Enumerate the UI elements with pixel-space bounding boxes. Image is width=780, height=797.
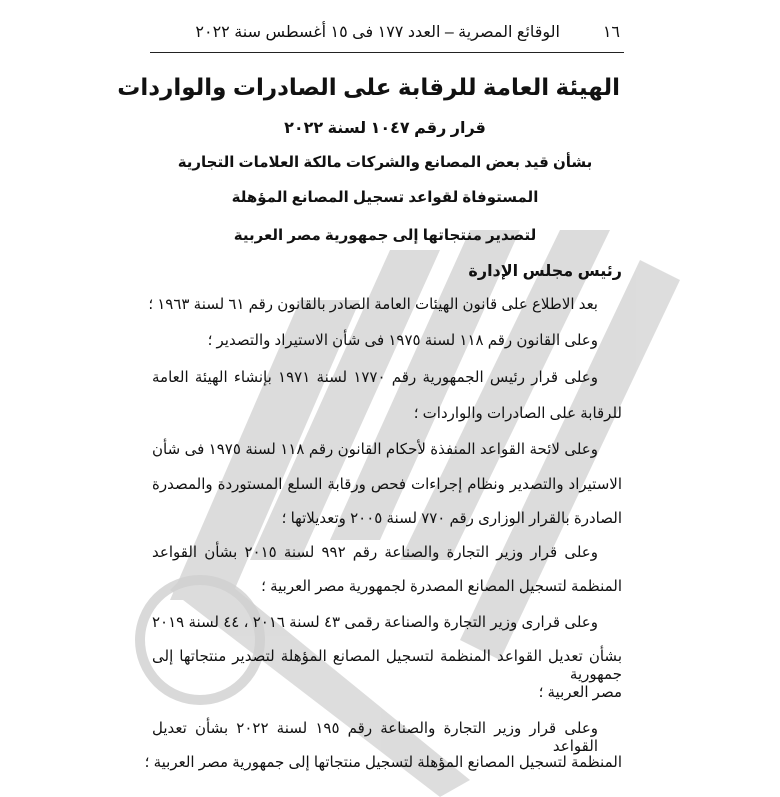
body-line: المنظمة لتسجيل المصانع المصدرة لجمهورية مصر العربية ؛ bbox=[261, 578, 622, 595]
header-divider bbox=[150, 52, 624, 53]
body-line: وعلى قرارى وزير التجارة والصناعة رقمى ٤٣ لسنة ٢٠١٦ ، ٤٤ لسنة ٢٠١٩ bbox=[152, 614, 599, 631]
page-number: ١٦ bbox=[602, 24, 620, 41]
document-title: الهيئة العامة للرقابة على الصادرات والواردات bbox=[117, 74, 620, 100]
body-line: بعد الاطلاع على قانون الهيئات العامة الصادر بالقانون رقم ٦١ لسنة ١٩٦٣ ؛ bbox=[148, 296, 598, 313]
body-line: بشأن تعديل القواعد المنظمة لتسجيل المصانع المؤهلة لتصدير منتجاتها إلى جمهورية bbox=[152, 648, 622, 683]
subject-line: بشأن قيد بعض المصانع والشركات مالكة العلامات التجارية bbox=[177, 154, 593, 171]
body-line: الصادرة بالقرار الوزارى رقم ٧٧٠ لسنة ٢٠٠٥ وتعديلاتها ؛ bbox=[281, 510, 622, 527]
body-line: وعلى لائحة القواعد المنفذة لأحكام القانون رقم ١١٨ لسنة ١٩٧٥ فى شأن bbox=[152, 441, 598, 458]
chairman-heading: رئيس مجلس الإدارة bbox=[468, 263, 622, 280]
subject-line: لتصدير منتجاتها إلى جمهورية مصر العربية bbox=[233, 227, 537, 244]
body-line: وعلى قرار وزير التجارة والصناعة رقم ٩٩٢ لسنة ٢٠١٥ بشأن القواعد bbox=[152, 544, 598, 561]
body-line: المنظمة لتسجيل المصانع المؤهلة لتسجيل منتجاتها إلى جمهورية مصر العربية ؛ bbox=[144, 754, 622, 771]
body-line: وعلى قرار رئيس الجمهورية رقم ١٧٧٠ لسنة ١٩٧١ بإنشاء الهيئة العامة bbox=[152, 369, 598, 386]
body-line: الاستيراد والتصدير ونظام إجراءات فحص ورقابة السلع المستوردة والمصدرة bbox=[152, 476, 622, 493]
publication-info: الوقائع المصرية – العدد ١٧٧ فى ١٥ أغسطس سنة ٢٠٢٢ bbox=[195, 24, 560, 41]
body-line: للرقابة على الصادرات والواردات ؛ bbox=[413, 405, 622, 422]
subject-line: المستوفاة لقواعد تسجيل المصانع المؤهلة bbox=[231, 189, 539, 206]
decision-number: قرار رقم ١٠٤٧ لسنة ٢٠٢٢ bbox=[284, 120, 486, 137]
body-line: وعلى قرار وزير التجارة والصناعة رقم ١٩٥ لسنة ٢٠٢٢ بشأن تعديل القواعد bbox=[152, 720, 599, 755]
body-line: وعلى القانون رقم ١١٨ لسنة ١٩٧٥ فى شأن الاستيراد والتصدير ؛ bbox=[207, 332, 598, 349]
body-line: مصر العربية ؛ bbox=[538, 684, 622, 701]
